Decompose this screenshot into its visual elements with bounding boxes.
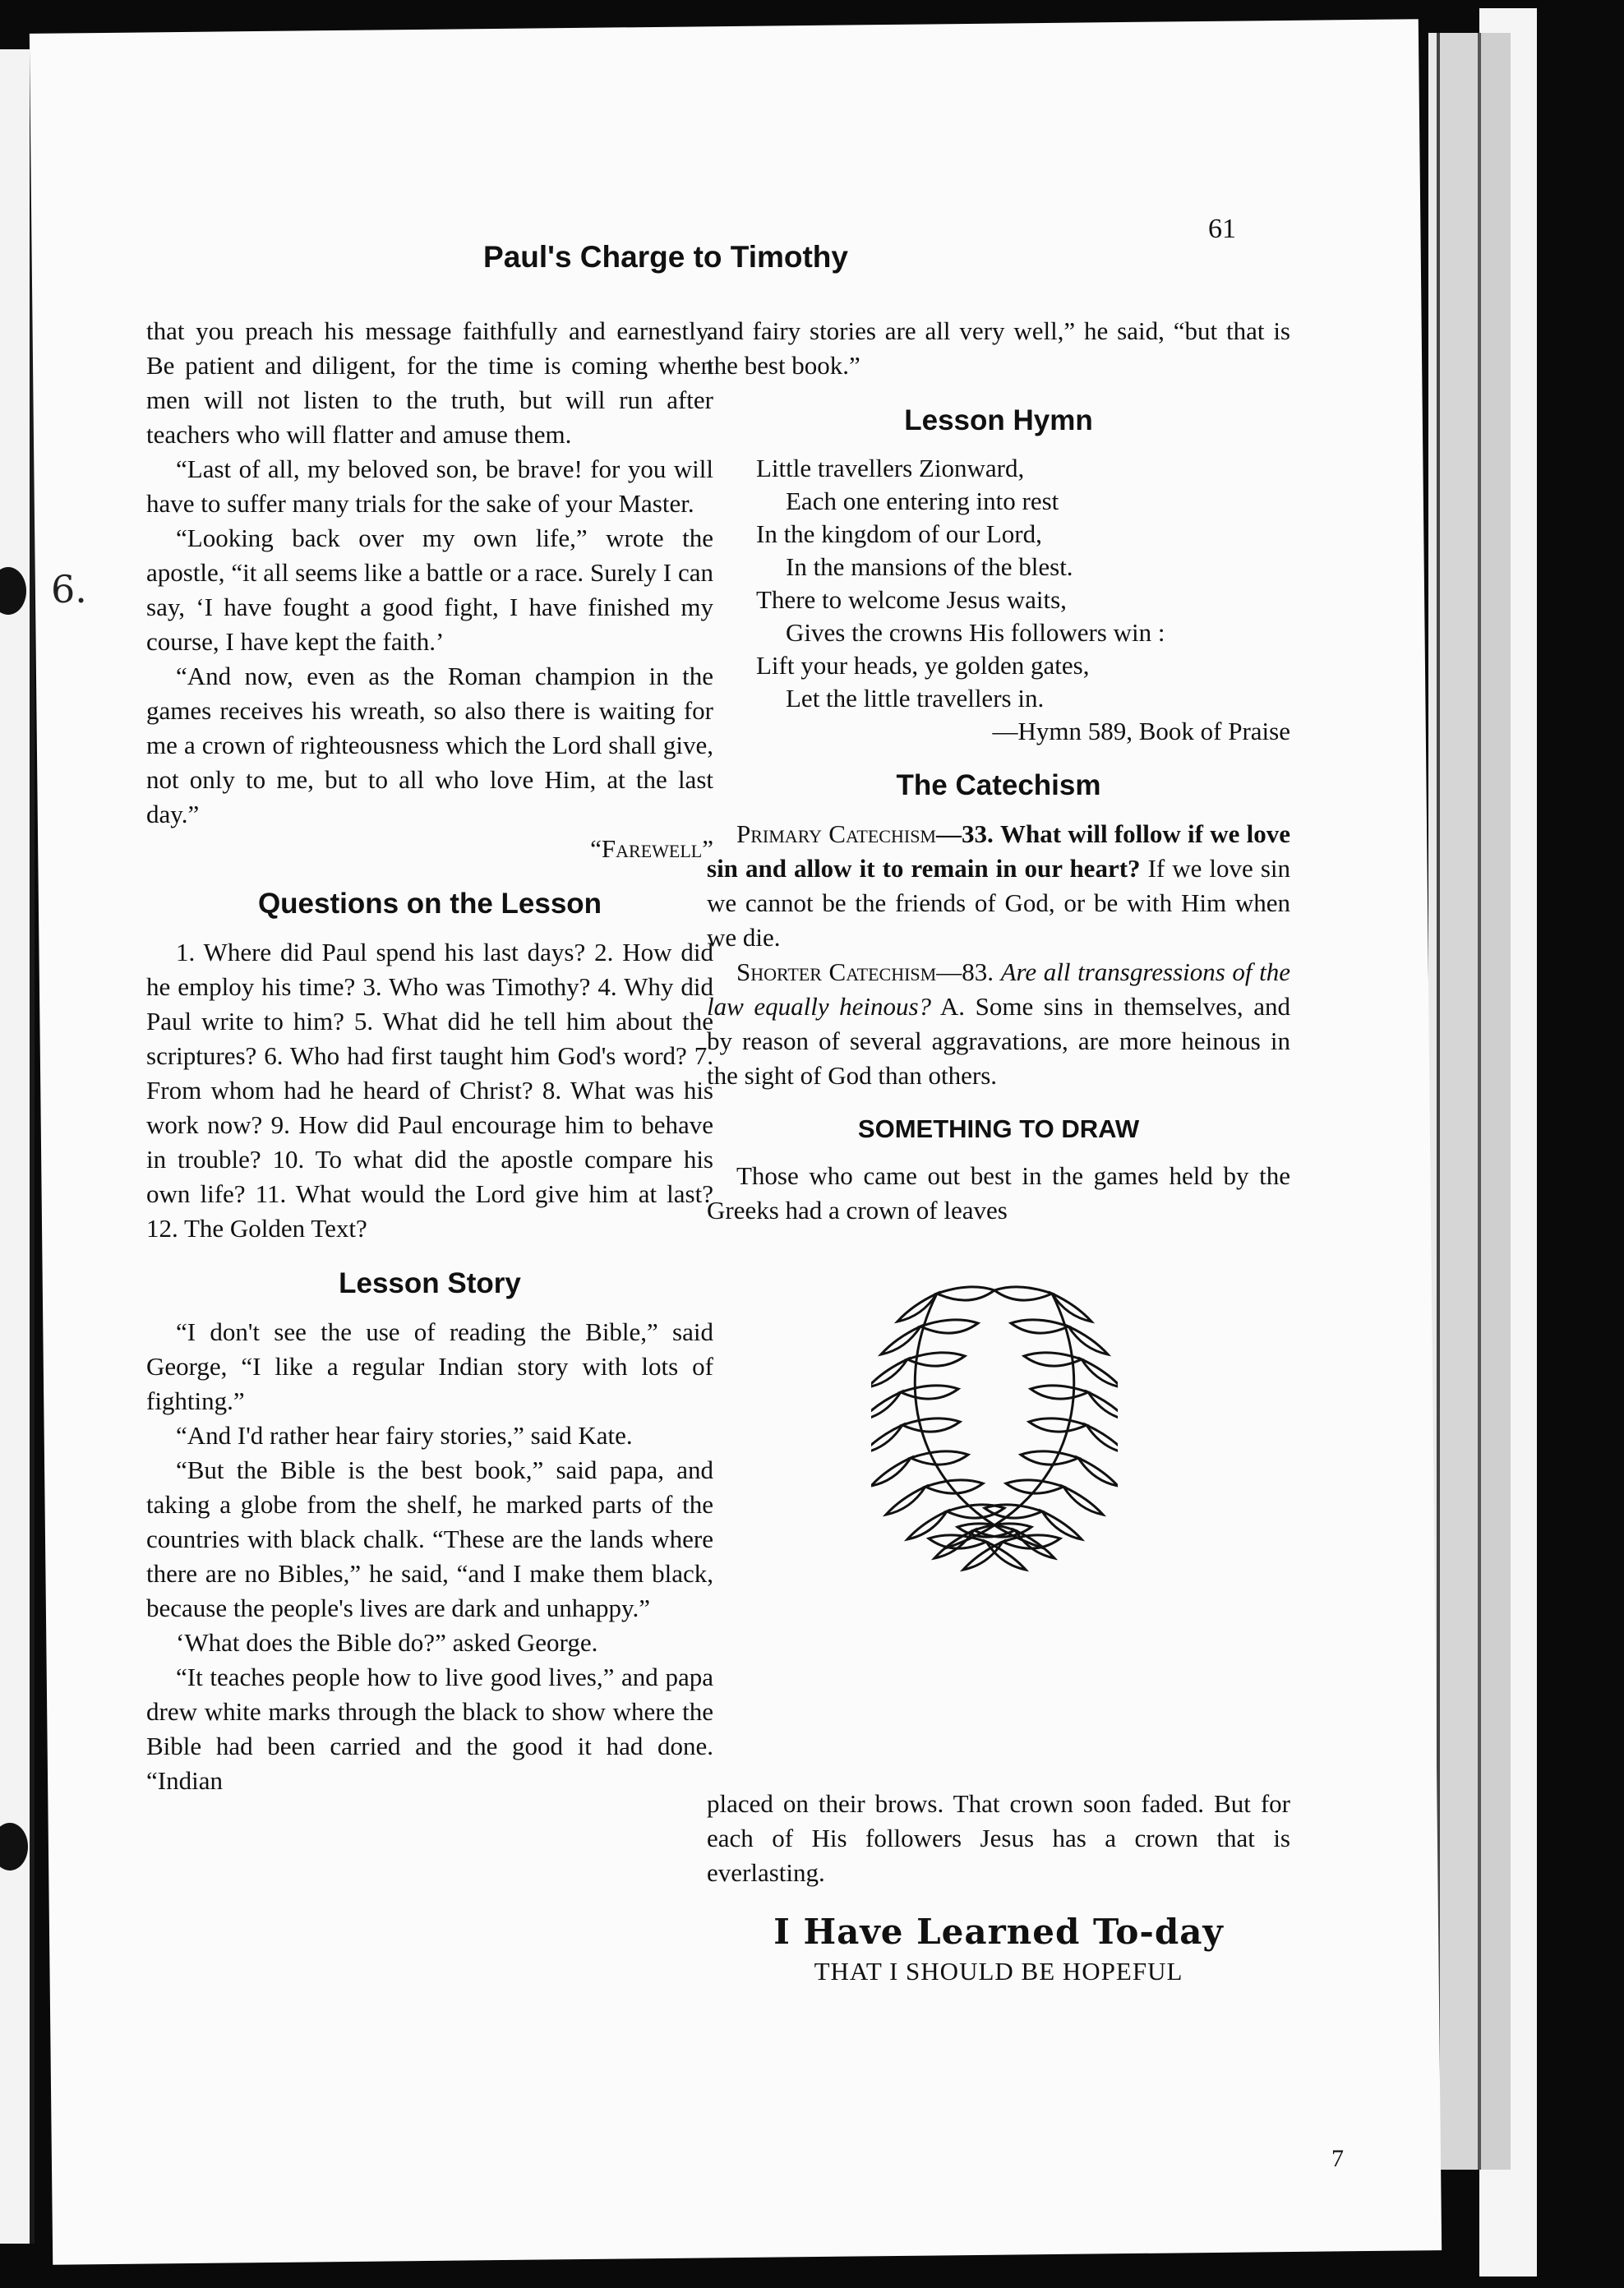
hymn-line: Little travellers Zionward, — [756, 454, 1025, 482]
hymn-line: There to welcome Jesus waits, — [756, 585, 1067, 614]
running-head: Paul's Charge to Timothy — [483, 240, 848, 274]
primary-catechism-question: What will follow if we love sin and allow it to remain in our heart? — [707, 819, 1291, 883]
wreath-leaf — [920, 1320, 978, 1333]
pencil-annotation: 6. — [51, 567, 87, 611]
wreath-leaf — [1063, 1487, 1103, 1515]
paragraph: “But the Bible is the best book,” said papa, and taking a globe from the shelf, he marked parts of the countries with black chalk. “These are the lands where there are no Bibles,” he said, “and I make them black, because the people's lives are dark and unhappy.” — [146, 1455, 713, 1622]
shorter-catechism-label: Shorter Catechism — [736, 957, 937, 986]
hymn-line: In the kingdom of our Lord, — [756, 519, 1042, 548]
wreath-leaf — [886, 1487, 925, 1515]
learned-today-heading: I Have Learned To-day — [773, 1912, 1224, 1952]
right-column — [707, 314, 1290, 1986]
wreath-leaf — [902, 1418, 960, 1432]
hymn-line: Let the little travellers in. — [786, 684, 1045, 713]
book-spine-shadow — [1537, 0, 1624, 2288]
paragraph: “Looking back over my own life,” wrote the apostle, “it all seems like a battle or a race. Surely I can say, ‘I have fought a good fight, I have finished my course, I have kept the faith.’ — [146, 524, 713, 656]
shorter-catechism-number: —83. — [936, 957, 994, 986]
wreath-leaf — [1078, 1458, 1118, 1486]
illustration-area — [707, 1228, 1290, 1787]
left-column — [146, 314, 713, 1798]
draw-instructions: Those who came out best in the games held by the Greeks had a crown of leaves — [707, 1161, 1290, 1225]
wreath-leaf — [871, 1359, 907, 1387]
hymn-credit: —Hymn 589, Book of Praise — [992, 717, 1290, 745]
shorter-catechism-question: Are all transgressions of the law equally heinous? — [707, 957, 1291, 1021]
wreath-leaf — [911, 1451, 968, 1465]
hymn-heading: Lesson Hymn — [904, 404, 1093, 436]
paragraph: “I don't see the use of reading the Bible,” said George, “I like a regular Indian story with lots of fighting.” — [146, 1317, 713, 1415]
wreath-leaf — [1029, 1418, 1087, 1432]
wreath-leaf — [1011, 1320, 1068, 1333]
paragraph: that you preach his message faithfully and earnestly. Be patient and diligent, for the time is coming when men will not listen to the truth, but will run after teachers who will flatter and amuse them. — [146, 316, 713, 449]
wreath-leaf — [881, 1326, 920, 1354]
signature: “Farewell” — [590, 834, 713, 863]
hymn-line: Lift your heads, ye golden gates, — [756, 651, 1090, 680]
laurel-wreath-illustration — [871, 1277, 1118, 1573]
shorter-catechism-answer: A. Some sins in themselves, and by reason of several aggravations, are more heinous in the sight of God than others. — [707, 992, 1290, 1090]
primary-catechism — [707, 817, 1290, 955]
wreath-leaf — [901, 1386, 958, 1399]
wreath-leaf — [1031, 1386, 1088, 1399]
paragraph: “And now, even as the Roman champion in the games receives his wreath, so also there is waiting for me a crown of righteousness which the Lord shall give, not only to me, but to all who love Him, at the last day.” — [146, 662, 713, 828]
page-stack-edges — [1428, 33, 1511, 2170]
hymn-line: Gives the crowns His followers win : — [786, 618, 1165, 647]
story-heading: Lesson Story — [339, 1267, 521, 1299]
shorter-catechism — [707, 955, 1290, 1093]
wreath-leaf — [994, 1287, 1052, 1300]
primary-catechism-answer: If we love sin we cannot be the friends of God, or be with Him when we die. — [707, 854, 1290, 952]
stray-mark: 7 — [1331, 2145, 1344, 2172]
paragraph: “Last of all, my beloved son, be brave! for you will have to suffer many trials for the sake of your Master. — [146, 454, 713, 518]
paragraph: and fairy stories are all very well,” he said, “but that is the best book.” — [707, 316, 1290, 380]
draw-conclusion: placed on their brows. That crown soon faded. But for each of His followers Jesus has a crown that is everlasting. — [707, 1789, 1290, 1887]
draw-heading: SOMETHING TO DRAW — [857, 1114, 1140, 1143]
hymn-line: In the mansions of the blest. — [786, 552, 1073, 581]
facing-page-edge — [0, 49, 35, 2244]
wreath-leaf — [1021, 1451, 1078, 1465]
questions-heading: Questions on the Lesson — [257, 888, 602, 920]
primary-catechism-label: Primary Catechism — [736, 819, 936, 848]
wreath-leaf — [871, 1458, 911, 1486]
learned-today-text: THAT I SHOULD BE HOPEFUL — [814, 1957, 1183, 1986]
wreath-leaf — [937, 1287, 994, 1300]
hymn-stanza — [707, 452, 1290, 748]
wreath-leaf — [1087, 1425, 1118, 1453]
paragraph: “It teaches people how to live good lives,” and papa drew white marks through the black to show where the Bible had been carried and the good it had done. “Indian — [146, 1663, 713, 1795]
page-number: 61 — [1208, 214, 1236, 244]
paragraph: “And I'd rather hear fairy stories,” said Kate. — [176, 1421, 633, 1450]
catechism-heading: The Catechism — [896, 769, 1101, 801]
wreath-leaf — [1088, 1392, 1118, 1420]
paragraph: ‘What does the Bible do?” asked George. — [176, 1628, 598, 1657]
primary-catechism-number: —33. — [936, 819, 994, 848]
questions-text: 1. Where did Paul spend his last days? 2. How did he employ his time? 3. Who was Timothy? 4. Why did Paul write to him? 5. What did he tell him about the scriptures? 6. Who had first taught him God's word? 7. From whom had he heard of Christ? 8. What was his work now? 9. How did Paul encourage him to behave in trouble? 10. To what did the apostle compare his own life? 11. What would the Lord give him at last? 12. The Golden Text? — [146, 938, 713, 1243]
hymn-line: Each one entering into rest — [786, 487, 1059, 515]
wreath-leaf — [1082, 1359, 1118, 1387]
wreath-leaf — [1068, 1326, 1108, 1354]
wreath-leaf — [871, 1425, 902, 1453]
wreath-leaf — [871, 1392, 901, 1420]
